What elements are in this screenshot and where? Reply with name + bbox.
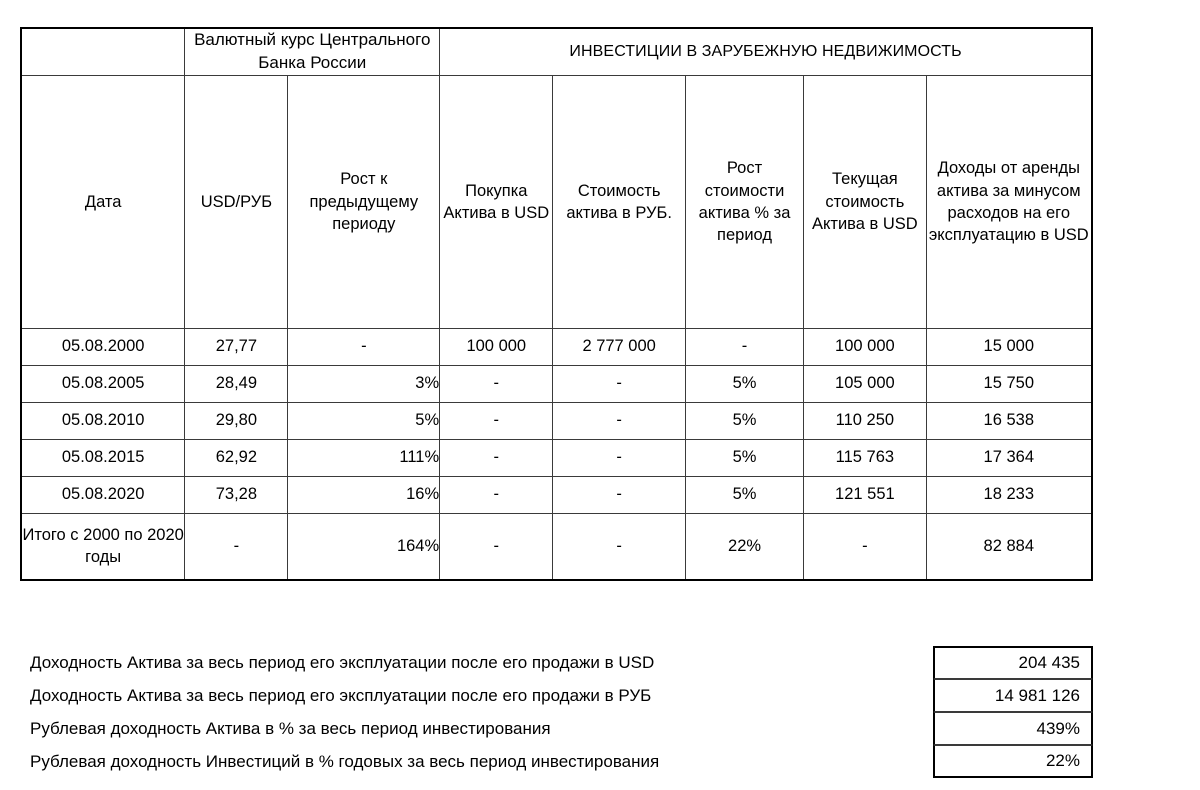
summary-row — [20, 745, 1093, 778]
cell-date: 05.08.2020 — [21, 476, 185, 513]
column-header-value-rub: Стоимость актива в РУБ. — [553, 75, 685, 328]
summary-label: Рублевая доходность Актива в % за весь период инвестирования — [30, 718, 551, 738]
cell-usd-rub: 62,92 — [185, 439, 288, 476]
column-header-usd-rub: USD/РУБ — [185, 75, 288, 328]
cell-growth-prev: 5% — [288, 402, 440, 439]
cell-growth-prev: 3% — [288, 365, 440, 402]
cell-total-value-rub: - — [553, 513, 685, 580]
summary-label: Доходность Актива за весь период его эксплуатации после его продажи в USD — [30, 652, 655, 672]
table-row — [21, 439, 1092, 476]
cell-value-rub: 2 777 000 — [553, 328, 685, 365]
summary-value: 14 981 126 — [933, 679, 1093, 712]
summary-value: 22% — [933, 745, 1093, 778]
column-header-growth-prev: Рост к предыдущему периоду — [288, 75, 440, 328]
cell-total-label: Итого с 2000 по 2020 годы — [21, 513, 185, 580]
column-header-value-growth-pct: Рост стоимости актива % за период — [685, 75, 803, 328]
cell-date: 05.08.2000 — [21, 328, 185, 365]
summary-row — [20, 679, 1093, 712]
cell-value-growth-pct: 5% — [685, 365, 803, 402]
cell-current-value-usd: 121 551 — [804, 476, 926, 513]
group-header-spacer — [21, 28, 185, 75]
table-row — [21, 476, 1092, 513]
summary-value: 439% — [933, 712, 1093, 745]
table-row — [21, 402, 1092, 439]
cell-date: 05.08.2015 — [21, 439, 185, 476]
cell-value-growth-pct: 5% — [685, 439, 803, 476]
cell-current-value-usd: 100 000 — [804, 328, 926, 365]
column-header-row — [21, 75, 1092, 328]
cell-value-growth-pct: 5% — [685, 402, 803, 439]
column-header-rent-income-usd: Доходы от аренды актива за минусом расходов на его эксплуатацию в USD — [926, 75, 1092, 328]
column-header-date: Дата — [21, 75, 185, 328]
table-total-row — [21, 513, 1092, 580]
cell-total-current-value-usd: - — [804, 513, 926, 580]
cell-usd-rub: 28,49 — [185, 365, 288, 402]
cell-current-value-usd: 115 763 — [804, 439, 926, 476]
summary-label: Доходность Актива за весь период его эксплуатации после его продажи в РУБ — [30, 685, 652, 705]
cell-rent-income-usd: 15 750 — [926, 365, 1092, 402]
cell-rent-income-usd: 16 538 — [926, 402, 1092, 439]
group-header-investments: ИНВЕСТИЦИИ В ЗАРУБЕЖНУЮ НЕДВИЖИМОСТЬ — [440, 28, 1092, 75]
cell-rent-income-usd: 17 364 — [926, 439, 1092, 476]
cell-total-usd-rub: - — [185, 513, 288, 580]
cell-date: 05.08.2010 — [21, 402, 185, 439]
group-header-currency-rate: Валютный курс Центрального Банка России — [185, 28, 440, 75]
column-header-current-value-usd: Текущая стоимость Актива в USD — [804, 75, 926, 328]
cell-value-rub: - — [553, 402, 685, 439]
cell-value-growth-pct: - — [685, 328, 803, 365]
summary-row — [20, 646, 1093, 679]
cell-rent-income-usd: 18 233 — [926, 476, 1092, 513]
investment-table — [20, 27, 1093, 581]
cell-rent-income-usd: 15 000 — [926, 328, 1092, 365]
cell-total-rent-income-usd: 82 884 — [926, 513, 1092, 580]
cell-value-rub: - — [553, 439, 685, 476]
cell-value-rub: - — [553, 476, 685, 513]
cell-current-value-usd: 110 250 — [804, 402, 926, 439]
cell-growth-prev: - — [288, 328, 440, 365]
column-header-purchase-usd: Покупка Актива в USD — [440, 75, 553, 328]
summary-row — [20, 712, 1093, 745]
cell-total-growth-prev: 164% — [288, 513, 440, 580]
cell-total-value-growth-pct: 22% — [685, 513, 803, 580]
cell-purchase-usd: - — [440, 476, 553, 513]
table-row — [21, 365, 1092, 402]
cell-purchase-usd: - — [440, 439, 553, 476]
cell-value-growth-pct: 5% — [685, 476, 803, 513]
cell-current-value-usd: 105 000 — [804, 365, 926, 402]
group-header-row — [21, 28, 1092, 75]
cell-purchase-usd: - — [440, 365, 553, 402]
cell-date: 05.08.2005 — [21, 365, 185, 402]
cell-usd-rub: 73,28 — [185, 476, 288, 513]
cell-growth-prev: 111% — [288, 439, 440, 476]
summary-label: Рублевая доходность Инвестиций в % годовых за весь период инвестирования — [30, 751, 660, 771]
cell-usd-rub: 29,80 — [185, 402, 288, 439]
cell-value-rub: - — [553, 365, 685, 402]
cell-total-purchase-usd: - — [440, 513, 553, 580]
cell-purchase-usd: - — [440, 402, 553, 439]
cell-growth-prev: 16% — [288, 476, 440, 513]
table-row — [21, 328, 1092, 365]
summary-value: 204 435 — [933, 646, 1093, 679]
summary-section — [20, 646, 1093, 778]
cell-usd-rub: 27,77 — [185, 328, 288, 365]
cell-purchase-usd: 100 000 — [440, 328, 553, 365]
